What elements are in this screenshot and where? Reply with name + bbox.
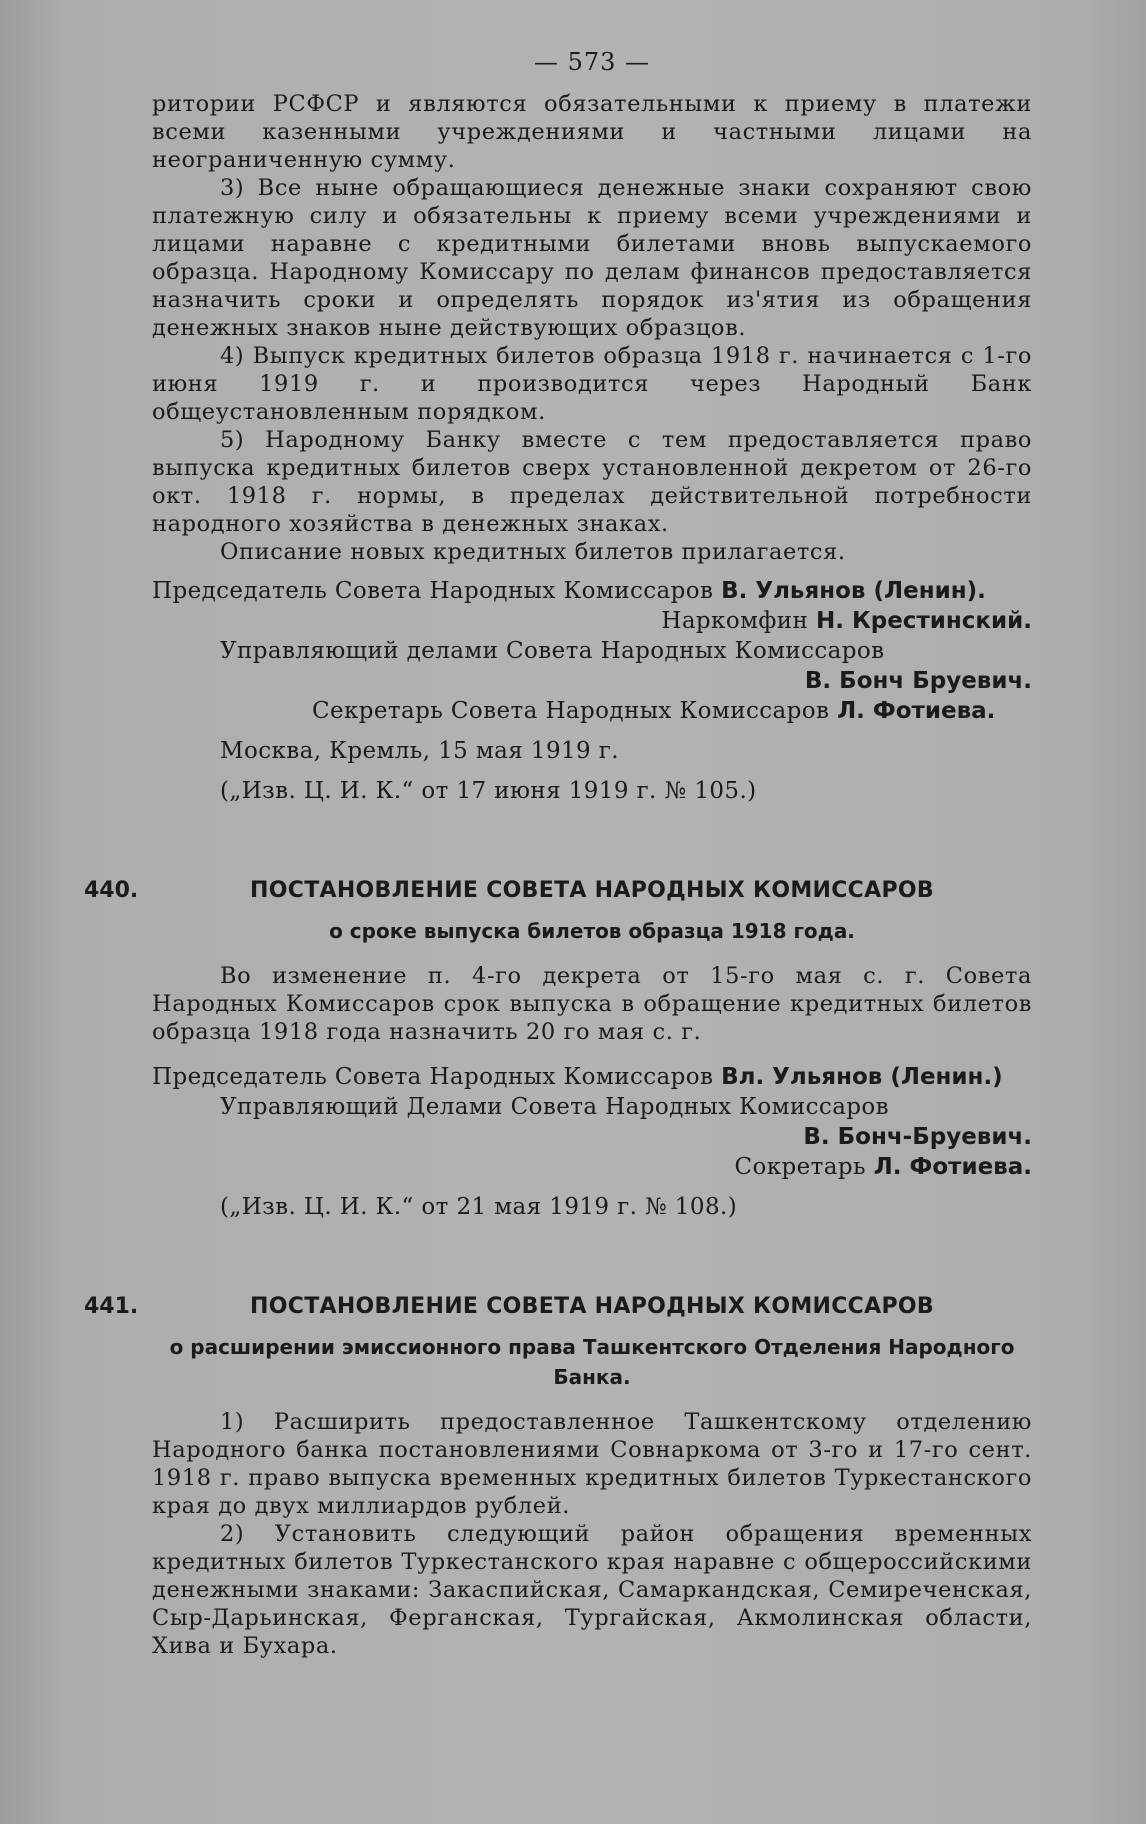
- secretary-label: Сокретарь: [734, 1154, 866, 1180]
- manager-name: В. Бонч Бруевич.: [804, 668, 1032, 694]
- narkomfin-signature: [152, 606, 1032, 636]
- chair-name: Вл. Ульянов (Ленин.): [721, 1064, 1003, 1090]
- paragraph-intro: ритории РСФСР и являются обязательными к приему в платежи всеми казенными учреждениями и частными лицами на неограниченную сумму.: [152, 91, 1032, 173]
- paragraph-2: 2) Установить следующий район обращения временных кредитных билетов Туркестанского края наравне с общероссийскими денежными знаками: Закаспийская, Самаркандская, Семиреченская, Сыр-Дарьинская, Ферганская, Тургайская, Акмолинская области, Хива и Бухара.: [152, 1521, 1032, 1659]
- section-title: ПОСТАНОВЛЕНИЕ СОВЕТА НАРОДНЫХ КОМИССАРОВ: [250, 878, 934, 903]
- paragraph-5: 5) Народному Банку вместе с тем предоставляется право выпуска кредитных билетов сверх установленной декретом от 26-го окт. 1918 г. нормы, в пределах действительной потребности народного хозяйства в денежных знаках.: [152, 427, 1032, 537]
- chair-signature: [152, 1062, 1032, 1092]
- paragraph-1: 1) Расширить предоставленное Ташкентскому отделению Народного банка постановлениями Совнаркома от 3-го и 17-го сент. 1918 г. право выпуска временных кредитных билетов Туркестанского края до двух миллиардов рублей.: [152, 1409, 1032, 1519]
- source-citation: („Изв. Ц. И. К.“ от 21 мая 1919 г. № 108.): [220, 1194, 738, 1220]
- page-content: [84, 48, 1032, 1660]
- secretary-name: Л. Фотиева.: [837, 698, 996, 724]
- section-subtitle-line-1: о расширении эмиссионного права Ташкентского Отделения Народного: [169, 1335, 1015, 1359]
- section-subtitle: о сроке выпуска билетов образца 1918 года.: [329, 919, 855, 943]
- chair-name: В. Ульянов (Ленин).: [721, 578, 986, 604]
- section-number: 440.: [84, 878, 139, 903]
- signature-block-440: [152, 1062, 1032, 1222]
- section-440: [84, 876, 1032, 1222]
- section-subtitle-line-2: Банка.: [553, 1365, 631, 1389]
- source-citation: („Изв. Ц. И. К.“ от 17 июня 1919 г. № 105.): [220, 778, 757, 804]
- chair-signature: [152, 576, 1032, 606]
- secretary-signature: [152, 1152, 1032, 1182]
- section-title: ПОСТАНОВЛЕНИЕ СОВЕТА НАРОДНЫХ КОМИССАРОВ: [250, 1294, 934, 1319]
- manager-label: Управляющий Делами Совета Народных Комиссаров: [220, 1094, 890, 1120]
- section-441: [84, 1292, 1032, 1660]
- paragraph-3: 3) Все ныне обращающиеся денежные знаки сохраняют свою платежную силу и обязательны к приему всеми учреждениями и лицами наравне с кредитными билетами вновь выпускаемого образца. Народному Комиссару по делам финансов предоставляется назначить сроки и определять порядок из'ятия из обращения денежных знаков ныне действующих образцов.: [152, 175, 1032, 341]
- signature-block-1: [152, 576, 1032, 806]
- place-date: Москва, Кремль, 15 мая 1919 г.: [220, 738, 619, 764]
- secretary-label: Секретарь Совета Народных Комиссаров: [312, 698, 830, 724]
- secretary-name: Л. Фотиева.: [873, 1154, 1032, 1180]
- manager-label: Управляющий делами Совета Народных Комиссаров: [220, 638, 885, 664]
- page-number: — 573 —: [533, 48, 651, 76]
- chair-label: Председатель Совета Народных Комиссаров: [152, 578, 714, 604]
- secretary-signature: [152, 696, 1032, 726]
- section-body: Во изменение п. 4-го декрета от 15-го мая с. г. Совета Народных Комиссаров срок выпуска в обращение кредитных билетов образца 1918 года назначить 20 го мая с. г.: [152, 963, 1032, 1045]
- narkomfin-name: Н. Крестинский.: [815, 608, 1032, 634]
- narkomfin-label: Наркомфин: [661, 608, 809, 634]
- section-number: 441.: [84, 1294, 139, 1319]
- manager-name: В. Бонч-Бруевич.: [803, 1124, 1032, 1150]
- chair-label: Председатель Совета Народных Комиссаров: [152, 1064, 714, 1090]
- paragraph-6: Описание новых кредитных билетов прилагается.: [220, 539, 846, 565]
- paragraph-4: 4) Выпуск кредитных билетов образца 1918 г. начинается с 1-го июня 1919 г. и производится через Народный Банк общеустановленным порядком.: [152, 343, 1032, 425]
